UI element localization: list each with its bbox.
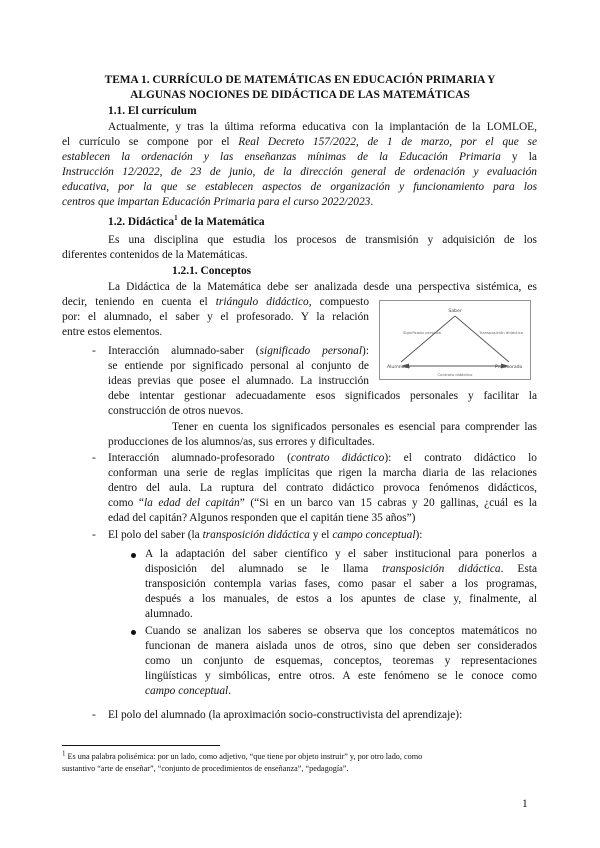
bullet2-line4: lingüísticas y simbólicas, entre otros. A este fenómeno se le conoce como	[145, 670, 537, 682]
s11-line5: educativa, por la que se establecen aspectos de organización y funcionamiento para los	[62, 181, 537, 193]
item2-line5: edad del capitán? Algunos responden que el capitán tiene 35 años”)	[108, 512, 416, 524]
section-1-2-1-title: 1.2.1. Conceptos	[172, 265, 252, 277]
bullet1-line4: después a los manuales, de estos a los apuntes de clase y, finalmente, al	[145, 593, 537, 605]
item1-line3: ideas previas que posee el alumnado. La instrucción	[108, 375, 369, 387]
s121-line4: entre estos elementos.	[62, 326, 163, 338]
footnote-line1: $^1$ Es una palabra polisémica: por un lado, como adjetivo, “que tiene por objeto instruir” y, por otro lado, como	[62, 749, 423, 761]
bullet2-line2: funcionan de manera aislada unos de otros, sino que deben ser considerados	[145, 640, 537, 652]
s11-line1: Actualmente, y tras la última reforma educativa con la implantación de la LOMLOE,	[108, 121, 537, 133]
bullet1-line2: disposición del alumnado se le llama transposición didáctica. Esta	[145, 563, 538, 575]
diagram-left-label: Alumnado	[387, 365, 411, 370]
diagram-bottom-label: Contrato didáctico	[437, 372, 473, 377]
list-dash: -	[92, 345, 96, 357]
diagram-left-side-label: Significado personal	[403, 330, 442, 335]
s12-line1: Es una disciplina que estudia los procesos de transmisión y adquisición de los	[108, 234, 537, 246]
item1-line2: se entiende por significado personal al conjunto de	[108, 360, 369, 372]
section-1-1-title: 1.1. El currículum	[108, 105, 197, 117]
bullet2-line3: como un conjunto de esquemas, conceptos, teoremas y representaciones	[145, 655, 537, 667]
s11-line4: Instrucción 12/2022, de 23 de junio, de la dirección general de ordenación y evaluación	[62, 166, 537, 178]
list-dash: -	[92, 529, 96, 541]
bullet1-line3: transposición contempla varias fases, como pasar el saber a los programas,	[145, 578, 537, 590]
s12-line2: diferentes contenidos de la Matemáticas.	[62, 249, 248, 261]
item2-line3: dentro del aula. La ruptura del contrato didáctico provoca fenómenos didácticos,	[108, 482, 537, 494]
bullet2-line1: Cuando se analizan los saberes se observa que los conceptos matemáticos no	[145, 625, 537, 637]
s121-line1: La Didáctica de la Matemática debe ser analizada desde una perspectiva sistémica, es	[108, 281, 537, 293]
s121-line2: decir, teniendo en cuenta el triángulo didáctico, compuesto	[62, 296, 370, 308]
list-dash: -	[92, 709, 96, 721]
bullet1-line5: alumnado.	[145, 608, 193, 620]
s11-line6: centros que impartan Educación Primaria para el curso 2022/2023.	[62, 196, 374, 208]
item1-line1: Interacción alumnado-saber (significado personal):	[108, 345, 369, 357]
diagram-right-label: Profesorado	[495, 365, 523, 370]
item1-para2-line2: producciones de los alumnos/as, sus errores y dificultades.	[108, 436, 375, 448]
footnote-line2: sustantivo “arte de enseñar”, “conjunto de procedimientos de enseñanza”, “pedagogía”.	[62, 764, 349, 773]
item2-line1: Interacción alumnado-profesorado (contrato didáctico): el contrato didáctico lo	[108, 452, 537, 464]
s11-line3: establecen la ordenación y las enseñanzas mínimas de la Educación Primaria y la	[62, 151, 537, 163]
item1-para2-line1: Tener en cuenta los significados personales es esencial para comprender las	[172, 421, 537, 433]
list-dash: -	[92, 452, 96, 464]
item1-line4: debe intentar gestionar adecuadamente esos significados personales y facilitar la	[108, 390, 537, 402]
bullet2-line5: campo conceptual.	[145, 685, 232, 697]
diagram-right-side-label: Transposición didáctica	[479, 330, 524, 335]
item1-line5: construcción de otros nuevos.	[108, 405, 244, 417]
section-1-2-title: 1.2. Didáctica$^1$ de la Matemática	[108, 214, 265, 228]
bullet1-line1: A la adaptación del saber científico y el saber institucional para ponerlos a	[145, 548, 537, 560]
s121-line3: por: el alumnado, el saber y el profesorado. Y la relación	[62, 311, 369, 323]
diagram-top-label: Saber	[448, 309, 462, 314]
item3-line1: El polo del saber (la transposición didáctica y el campo conceptual):	[108, 529, 423, 541]
bullet-dot	[131, 553, 136, 558]
didactic-triangle-diagram	[379, 300, 531, 380]
footnote-separator	[62, 745, 220, 746]
item2-line4: como “la edad del capitán” (“Si en un barco van 15 cabras y 20 gallinas, ¿cuál es la	[108, 497, 537, 509]
bullet-dot	[131, 630, 136, 635]
item2-line2: conforman una serie de reglas implícitas que rigen la marcha diaria de las relaciones	[108, 467, 537, 479]
page-number: 1	[522, 798, 528, 810]
s11-line2: el currículo se compone por el Real Decreto 157/2022, de 1 de marzo, por el que se	[62, 136, 537, 148]
topic-title-line1: TEMA 1. CURRÍCULO DE MATEMÁTICAS EN EDUCACIÓN PRIMARIA Y	[104, 74, 496, 86]
item4-line1: El polo del alumnado (la aproximación socio-constructivista del aprendizaje):	[108, 709, 463, 721]
topic-title-line2: ALGUNAS NOCIONES DE DIDÁCTICA DE LAS MATEMÁTICAS	[130, 89, 470, 101]
